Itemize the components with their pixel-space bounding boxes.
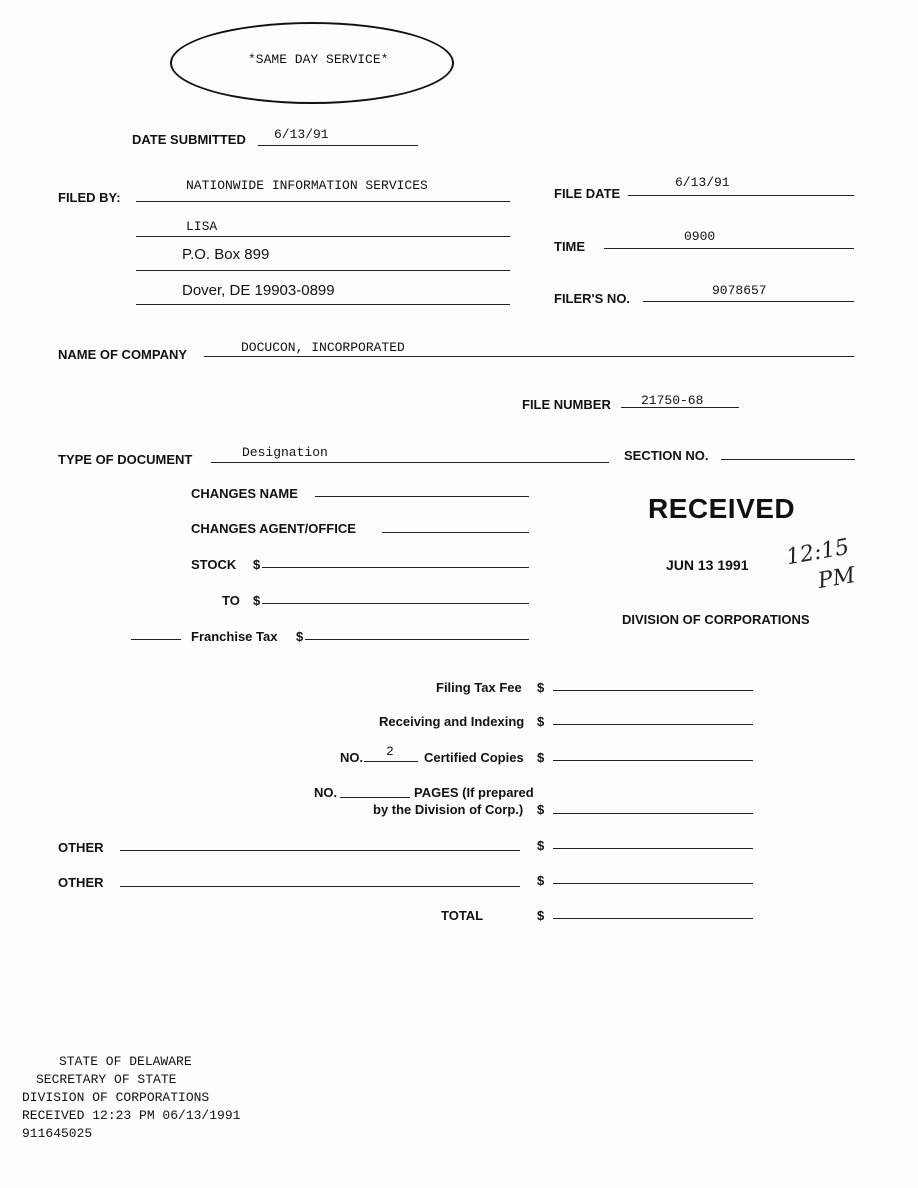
- total-label: TOTAL: [441, 908, 484, 923]
- filers-no-line: [643, 301, 854, 302]
- filed-by-label: FILED BY:: [58, 190, 121, 205]
- pages-no-label: NO.: [314, 785, 338, 800]
- company-name-value: DOCUCON, INCORPORATED: [241, 340, 405, 355]
- filed-by-address1-line: [136, 270, 510, 271]
- changes-name-line: [315, 496, 529, 497]
- filing-tax-fee-line: [553, 690, 753, 691]
- footer-stamp-line3: DIVISION OF CORPORATIONS: [22, 1090, 210, 1105]
- time-label: TIME: [554, 239, 586, 254]
- certified-count-value: 2: [386, 744, 394, 759]
- filing-tax-fee-currency: $: [537, 680, 545, 695]
- franchise-check-line: [131, 639, 181, 640]
- changes-agent-label: CHANGES AGENT/OFFICE: [191, 521, 356, 536]
- time-value: 0900: [684, 229, 716, 244]
- certified-copies-currency: $: [537, 750, 545, 765]
- company-name-label: NAME OF COMPANY: [58, 347, 188, 362]
- filed-by-address1: P.O. Box 899: [182, 246, 270, 263]
- receiving-indexing-currency: $: [537, 714, 545, 729]
- franchise-tax-label: Franchise Tax: [191, 629, 278, 644]
- handwritten-initials: PM: [816, 562, 858, 595]
- filed-by-contact: LISA: [186, 219, 218, 234]
- other1-label: OTHER: [58, 840, 104, 855]
- file-date-value: 6/13/91: [675, 175, 730, 190]
- other2-label: OTHER: [58, 875, 104, 890]
- filed-by-company: NATIONWIDE INFORMATION SERVICES: [186, 178, 428, 193]
- date-submitted-label: DATE SUBMITTED: [132, 132, 246, 147]
- certified-count-line: [364, 761, 418, 762]
- footer-stamp-line4: RECEIVED 12:23 PM 06/13/1991: [22, 1108, 241, 1123]
- filed-by-address2: Dover, DE 19903-0899: [182, 282, 335, 299]
- filed-by-address2-line: [136, 304, 510, 305]
- type-of-document-label: TYPE OF DOCUMENT: [58, 452, 193, 467]
- changes-name-label: CHANGES NAME: [191, 486, 298, 501]
- to-line: [262, 603, 529, 604]
- received-stamp-date: JUN 13 1991: [666, 557, 749, 573]
- pages-currency: $: [537, 802, 545, 817]
- date-submitted-value: 6/13/91: [274, 127, 329, 142]
- receiving-indexing-line: [553, 724, 753, 725]
- pages-label-line2: by the Division of Corp.): [373, 802, 524, 817]
- filers-no-value: 9078657: [712, 283, 767, 298]
- other1-desc-line: [120, 850, 520, 851]
- stock-line: [262, 567, 529, 568]
- date-submitted-line: [258, 145, 418, 146]
- certified-no-label: NO.: [340, 750, 364, 765]
- franchise-tax-line: [305, 639, 529, 640]
- to-currency: $: [253, 593, 261, 608]
- section-no-line: [721, 459, 855, 460]
- pages-line: [553, 813, 753, 814]
- file-date-line: [628, 195, 854, 196]
- filing-tax-fee-label: Filing Tax Fee: [436, 680, 522, 695]
- total-line: [553, 918, 753, 919]
- filers-no-label: FILER'S NO.: [554, 291, 631, 306]
- footer-stamp-line1: STATE OF DELAWARE: [59, 1054, 192, 1069]
- same-day-service-label: *SAME DAY SERVICE*: [248, 52, 389, 67]
- franchise-tax-currency: $: [296, 629, 304, 644]
- type-of-document-line: [211, 462, 609, 463]
- pages-label-line1: PAGES (If prepared: [414, 785, 534, 800]
- pages-count-line: [340, 797, 410, 798]
- stock-label: STOCK: [191, 557, 237, 572]
- receiving-indexing-label: Receiving and Indexing: [379, 714, 525, 729]
- filed-by-contact-line: [136, 236, 510, 237]
- handwritten-time: 12:15: [784, 534, 852, 571]
- to-label: TO: [222, 593, 240, 608]
- time-line: [604, 248, 854, 249]
- other1-currency: $: [537, 838, 545, 853]
- stock-currency: $: [253, 557, 261, 572]
- changes-agent-line: [382, 532, 529, 533]
- received-stamp-division: DIVISION OF CORPORATIONS: [622, 612, 810, 627]
- certified-copies-line: [553, 760, 753, 761]
- other2-currency: $: [537, 873, 545, 888]
- other2-desc-line: [120, 886, 520, 887]
- footer-stamp-line5: 911645025: [22, 1126, 93, 1141]
- other1-line: [553, 848, 753, 849]
- section-no-label: SECTION NO.: [624, 448, 709, 463]
- filed-by-line: [136, 201, 510, 202]
- footer-stamp-line2: SECRETARY OF STATE: [36, 1072, 177, 1087]
- type-of-document-value: Designation: [242, 445, 328, 460]
- file-number-label: FILE NUMBER: [522, 397, 611, 412]
- total-currency: $: [537, 908, 545, 923]
- company-name-line: [204, 356, 854, 357]
- other2-line: [553, 883, 753, 884]
- file-number-value: 21750-68: [641, 393, 704, 408]
- file-date-label: FILE DATE: [554, 186, 621, 201]
- certified-copies-label: Certified Copies: [424, 750, 524, 765]
- received-stamp-title: RECEIVED: [648, 493, 796, 524]
